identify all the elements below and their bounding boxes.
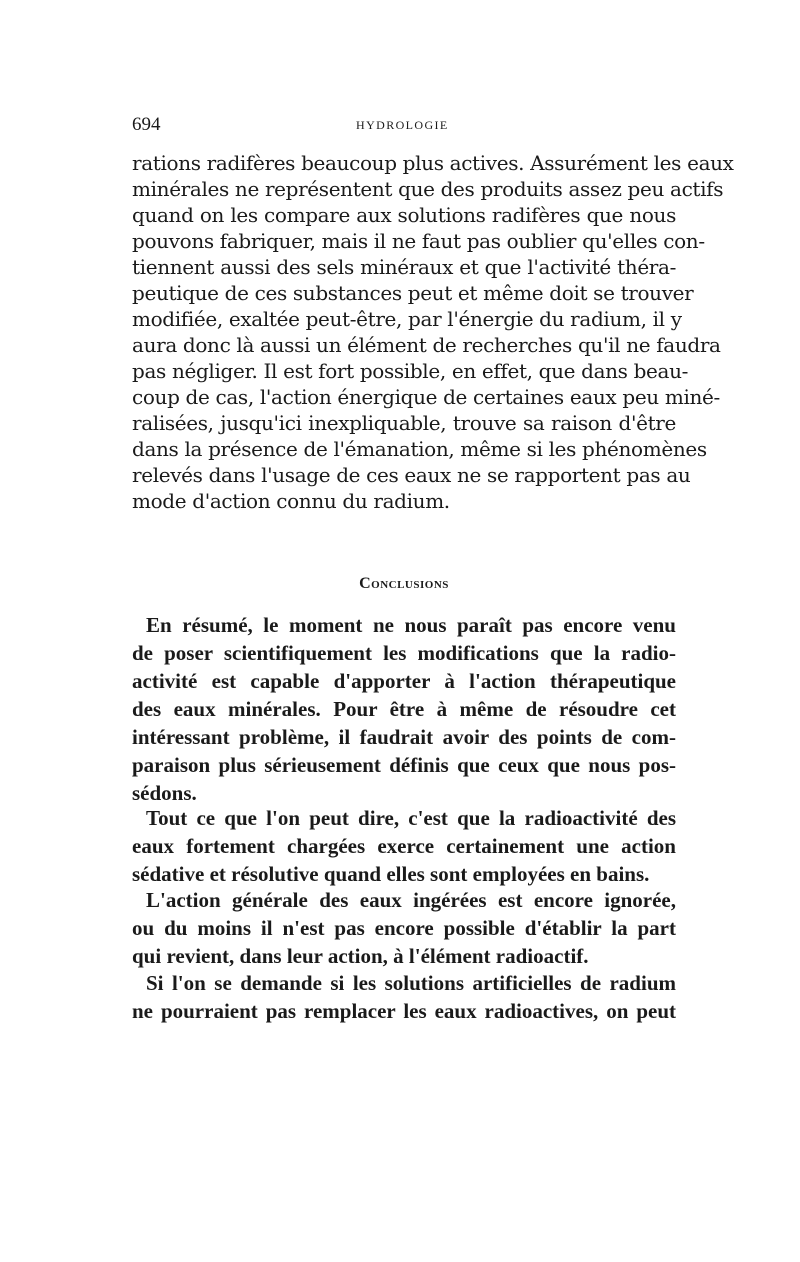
- body-line: rations radifères beaucoup plus actives. Assurément les eaux: [132, 151, 734, 175]
- body-line: ralisées, jusqu'ici inexpliquable, trouve sa raison d'être: [132, 411, 676, 435]
- conclusion-line: de poser scientifiquement les modifications que la radio-: [132, 641, 676, 665]
- section-heading: Conclusions: [359, 575, 449, 592]
- running-title: HYDROLOGIE: [356, 118, 449, 132]
- body-line: peutique de ces substances peut et même doit se trouver: [132, 281, 694, 305]
- conclusion-line: En résumé, le moment ne nous paraît pas encore venu: [146, 613, 676, 637]
- body-line: pas négliger. Il est fort possible, en effet, que dans beau-: [132, 359, 689, 383]
- page-number: 694: [132, 114, 161, 135]
- body-line: quand on les compare aux solutions radifères que nous: [132, 203, 676, 227]
- conclusion-line: L'action générale des eaux ingérées est encore ignorée,: [146, 888, 676, 912]
- conclusion-line: intéressant problème, il faudrait avoir des points de com-: [132, 725, 676, 749]
- conclusion-line: ou du moins il n'est pas encore possible d'établir la part: [132, 916, 676, 940]
- running-header: [132, 114, 676, 138]
- body-line: mode d'action connu du radium.: [132, 489, 450, 513]
- conclusion-line: paraison plus sérieusement définis que ceux que nous pos-: [132, 753, 676, 777]
- body-line: relevés dans l'usage de ces eaux ne se rapportent pas au: [132, 463, 691, 487]
- conclusion-line: sédative et résolutive quand elles sont employées en bains.: [132, 862, 650, 886]
- conclusion-line: eaux fortement chargées exerce certainement une action: [132, 834, 676, 858]
- conclusion-line: Si l'on se demande si les solutions artificielles de radium: [146, 971, 676, 995]
- conclusion-line: des eaux minérales. Pour être à même de résoudre cet: [132, 697, 676, 721]
- conclusion-line: ne pourraient pas remplacer les eaux radioactives, on peut: [132, 999, 676, 1023]
- body-line: dans la présence de l'émanation, même si les phénomènes: [132, 437, 707, 461]
- body-line: pouvons fabriquer, mais il ne faut pas oublier qu'elles con-: [132, 229, 705, 253]
- body-line: modifiée, exaltée peut-être, par l'énergie du radium, il y: [132, 307, 682, 331]
- conclusion-line: sédons.: [132, 781, 197, 805]
- body-line: coup de cas, l'action énergique de certaines eaux peu miné-: [132, 385, 720, 409]
- body-line: minérales ne représentent que des produits assez peu actifs: [132, 177, 724, 201]
- conclusion-line: Tout ce que l'on peut dire, c'est que la radioactivité des: [146, 806, 676, 830]
- conclusion-line: qui revient, dans leur action, à l'élément radioactif.: [132, 944, 589, 968]
- conclusion-line: activité est capable d'apporter à l'action thérapeutique: [132, 669, 676, 693]
- body-line: tiennent aussi des sels minéraux et que l'activité théra-: [132, 255, 676, 279]
- body-line: aura donc là aussi un élément de recherches qu'il ne faudra: [132, 333, 721, 357]
